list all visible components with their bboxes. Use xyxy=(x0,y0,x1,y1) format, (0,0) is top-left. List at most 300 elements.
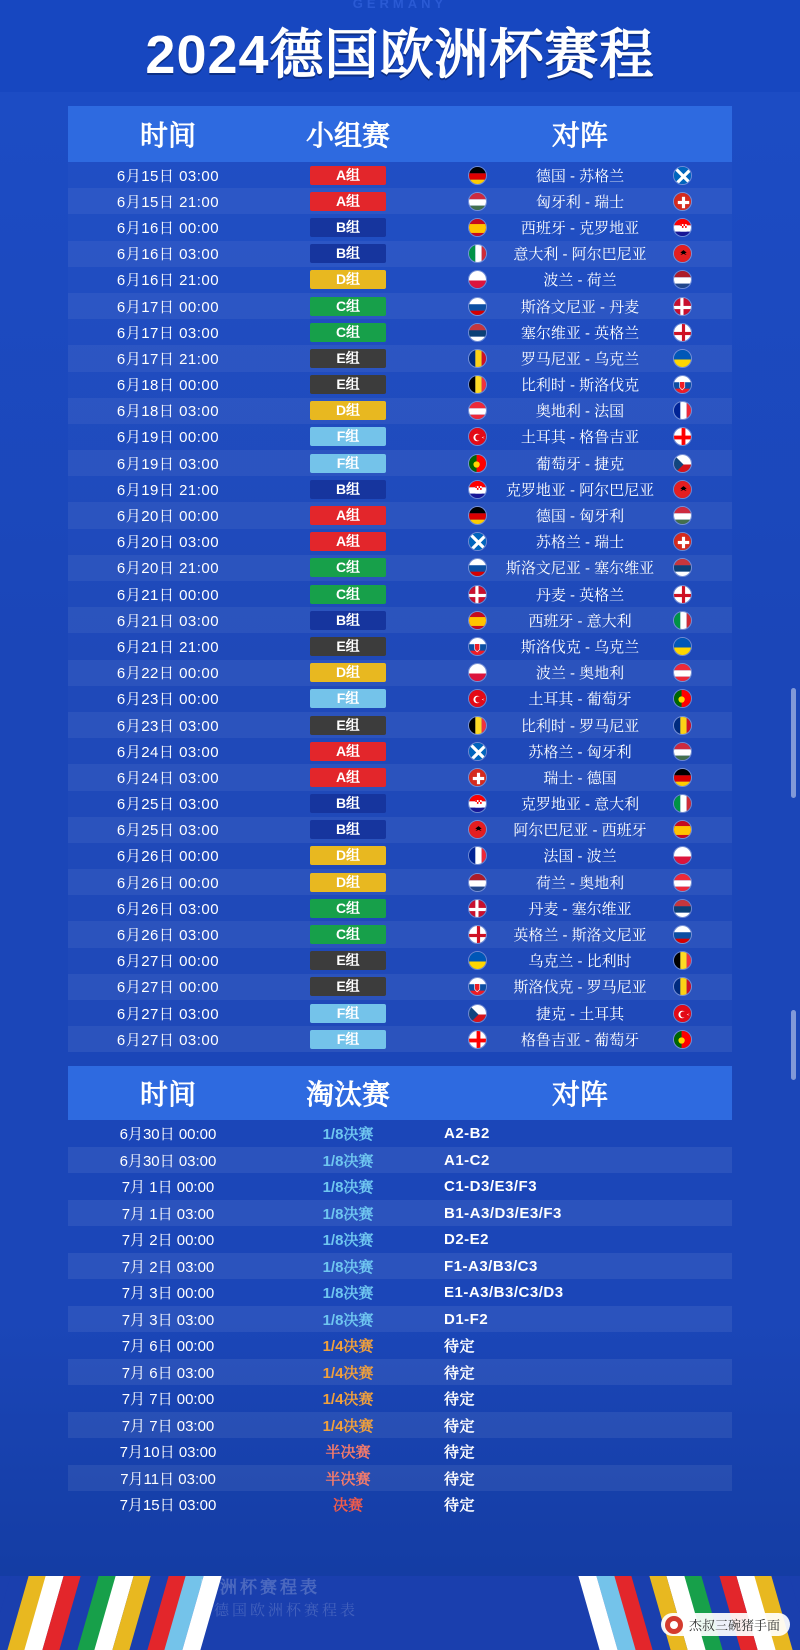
match-time: 6月26日 00:00 xyxy=(116,848,220,866)
match-group-cell xyxy=(268,558,428,577)
match-time: 6月16日 21:00 xyxy=(116,272,220,290)
match-cell xyxy=(428,872,732,893)
group-badge: D组 xyxy=(310,846,386,865)
home-flag-icon xyxy=(468,297,487,316)
table-row xyxy=(68,1385,732,1412)
group-badge: C组 xyxy=(310,899,386,918)
away-flag-icon xyxy=(673,899,692,918)
ko-stage: 1/8决赛 xyxy=(322,1205,374,1223)
away-flag-icon xyxy=(673,925,692,944)
home-flag-icon xyxy=(468,925,487,944)
match-time: 6月21日 00:00 xyxy=(116,586,220,604)
match-cell xyxy=(428,662,732,683)
ko-match: 待定 xyxy=(444,1338,476,1356)
table-row xyxy=(68,1173,732,1200)
match-time: 6月27日 00:00 xyxy=(116,979,220,997)
match-cell xyxy=(428,688,732,709)
group-badge: A组 xyxy=(310,532,386,551)
group-table-body xyxy=(68,162,732,1052)
table-row xyxy=(68,1147,732,1174)
poster-supertitle: GERMANY xyxy=(352,0,448,11)
ko-match: C1-D3/E3/F3 xyxy=(444,1178,538,1196)
table-row xyxy=(68,345,732,371)
group-badge: E组 xyxy=(310,716,386,735)
away-flag-icon xyxy=(673,873,692,892)
table-row xyxy=(68,1438,732,1465)
match-teams: 波兰 - 奥地利 xyxy=(535,665,625,683)
match-group-cell xyxy=(268,1004,428,1023)
ko-stage: 1/8决赛 xyxy=(322,1258,374,1276)
match-teams: 德国 - 匈牙利 xyxy=(535,508,625,526)
away-flag-icon xyxy=(673,166,692,185)
match-teams: 捷克 - 土耳其 xyxy=(535,1005,625,1023)
group-badge: F组 xyxy=(310,454,386,473)
match-time: 6月18日 00:00 xyxy=(116,377,220,395)
ko-stage: 1/8决赛 xyxy=(322,1179,374,1197)
match-teams: 苏格兰 - 瑞士 xyxy=(535,534,625,552)
home-flag-icon xyxy=(468,1004,487,1023)
away-flag-icon xyxy=(673,532,692,551)
ko-stage: 半决赛 xyxy=(325,1444,371,1462)
away-flag-icon xyxy=(673,637,692,656)
table-row xyxy=(68,188,732,214)
ko-stage: 1/8决赛 xyxy=(322,1285,374,1303)
group-badge: B组 xyxy=(310,480,386,499)
match-cell xyxy=(428,793,732,814)
group-badge: B组 xyxy=(310,218,386,237)
group-badge: D组 xyxy=(310,270,386,289)
match-teams: 苏格兰 - 匈牙利 xyxy=(528,743,632,761)
match-time: 6月24日 03:00 xyxy=(116,743,220,761)
match-teams: 斯洛伐克 - 乌克兰 xyxy=(520,638,640,656)
ko-time: 7月 6日 00:00 xyxy=(121,1338,215,1356)
away-flag-icon xyxy=(673,349,692,368)
match-cell xyxy=(428,531,732,552)
match-cell xyxy=(428,191,732,212)
match-time: 6月24日 03:00 xyxy=(116,769,220,787)
match-teams: 西班牙 - 克罗地亚 xyxy=(520,219,640,237)
match-time: 6月18日 03:00 xyxy=(116,403,220,421)
match-time: 6月26日 03:00 xyxy=(116,900,220,918)
group-badge: A组 xyxy=(310,768,386,787)
home-flag-icon xyxy=(468,166,487,185)
away-flag-icon xyxy=(673,663,692,682)
table-row xyxy=(68,921,732,947)
match-group-cell xyxy=(268,323,428,342)
home-flag-icon xyxy=(468,480,487,499)
match-teams: 斯洛文尼亚 - 丹麦 xyxy=(520,298,640,316)
match-group-cell xyxy=(268,716,428,735)
ko-time: 7月 2日 00:00 xyxy=(121,1232,215,1250)
match-teams: 格鲁吉亚 - 葡萄牙 xyxy=(520,1031,640,1049)
group-badge: D组 xyxy=(310,873,386,892)
match-time: 6月19日 00:00 xyxy=(116,429,220,447)
match-cell xyxy=(428,400,732,421)
table-row xyxy=(68,660,732,686)
match-group-cell xyxy=(268,951,428,970)
table-row xyxy=(68,633,732,659)
match-time: 6月20日 00:00 xyxy=(116,508,220,526)
match-cell xyxy=(428,322,732,343)
match-teams: 比利时 - 斯洛伐克 xyxy=(520,377,640,395)
home-flag-icon xyxy=(468,768,487,787)
away-flag-icon xyxy=(673,951,692,970)
table-row xyxy=(68,214,732,240)
table-row xyxy=(68,1491,732,1518)
table-row xyxy=(68,1465,732,1492)
match-cell xyxy=(428,505,732,526)
table-row xyxy=(68,843,732,869)
away-flag-icon xyxy=(673,244,692,263)
away-flag-icon xyxy=(673,506,692,525)
ko-match: 待定 xyxy=(444,1417,476,1435)
table-row xyxy=(68,895,732,921)
table-row xyxy=(68,398,732,424)
home-flag-icon xyxy=(468,873,487,892)
group-badge: A组 xyxy=(310,742,386,761)
group-badge: F组 xyxy=(310,1030,386,1049)
home-flag-icon xyxy=(468,1030,487,1049)
match-time: 6月23日 00:00 xyxy=(116,691,220,709)
match-cell xyxy=(428,950,732,971)
table-row xyxy=(68,581,732,607)
home-flag-icon xyxy=(468,716,487,735)
group-col-group: 小组赛 xyxy=(305,120,390,151)
group-badge: C组 xyxy=(310,558,386,577)
match-cell xyxy=(428,557,732,578)
match-teams: 丹麦 - 英格兰 xyxy=(535,586,625,604)
match-time: 6月26日 00:00 xyxy=(116,874,220,892)
table-row xyxy=(68,372,732,398)
away-flag-icon xyxy=(673,794,692,813)
ko-time: 7月 7日 03:00 xyxy=(121,1417,215,1435)
away-flag-icon xyxy=(673,716,692,735)
match-teams: 克罗地亚 - 意大利 xyxy=(520,796,640,814)
match-teams: 匈牙利 - 瑞士 xyxy=(535,193,625,211)
match-cell xyxy=(428,584,732,605)
ko-match: 待定 xyxy=(444,1470,476,1488)
away-flag-icon xyxy=(673,1030,692,1049)
match-time: 6月17日 00:00 xyxy=(116,298,220,316)
home-flag-icon xyxy=(468,663,487,682)
match-group-cell xyxy=(268,375,428,394)
group-stage-board xyxy=(68,106,732,1052)
match-teams: 土耳其 - 格鲁吉亚 xyxy=(520,429,640,447)
match-group-cell xyxy=(268,166,428,185)
match-cell xyxy=(428,610,732,631)
group-badge: E组 xyxy=(310,951,386,970)
home-flag-icon xyxy=(468,401,487,420)
watermark-line-2: 德国欧洲杯赛程表 xyxy=(214,1602,359,1619)
match-teams: 斯洛伐克 - 罗马尼亚 xyxy=(513,979,647,997)
ko-stage: 1/4决赛 xyxy=(322,1338,374,1356)
ko-col-match: 对阵 xyxy=(551,1079,608,1111)
match-group-cell xyxy=(268,899,428,918)
table-row xyxy=(68,869,732,895)
match-teams: 土耳其 - 葡萄牙 xyxy=(528,691,632,709)
match-teams: 塞尔维亚 - 英格兰 xyxy=(520,324,640,342)
home-flag-icon xyxy=(468,244,487,263)
ko-time: 6月30日 03:00 xyxy=(119,1152,217,1170)
match-time: 6月25日 03:00 xyxy=(116,822,220,840)
away-flag-icon xyxy=(673,218,692,237)
match-time: 6月22日 00:00 xyxy=(116,665,220,683)
away-flag-icon xyxy=(673,820,692,839)
home-flag-icon xyxy=(468,977,487,996)
match-time: 6月15日 21:00 xyxy=(116,193,220,211)
group-badge: F组 xyxy=(310,427,386,446)
ko-match: 待定 xyxy=(444,1444,476,1462)
away-flag-icon xyxy=(673,689,692,708)
match-time: 6月19日 21:00 xyxy=(116,481,220,499)
ko-time: 7月11日 03:00 xyxy=(120,1470,216,1488)
table-row xyxy=(68,738,732,764)
match-teams: 意大利 - 阿尔巴尼亚 xyxy=(513,246,647,264)
group-badge: E组 xyxy=(310,349,386,368)
away-flag-icon xyxy=(673,846,692,865)
match-group-cell xyxy=(268,977,428,996)
match-teams: 比利时 - 罗马尼亚 xyxy=(520,717,640,735)
group-col-match: 对阵 xyxy=(551,120,608,151)
ko-stage: 1/8决赛 xyxy=(322,1152,374,1170)
match-group-cell xyxy=(268,585,428,604)
match-time: 6月23日 03:00 xyxy=(116,717,220,735)
table-row xyxy=(68,267,732,293)
ko-time: 7月15日 03:00 xyxy=(119,1497,217,1515)
table-row xyxy=(68,529,732,555)
away-flag-icon xyxy=(673,611,692,630)
match-time: 6月17日 21:00 xyxy=(116,350,220,368)
group-badge: A组 xyxy=(310,192,386,211)
scrollbar-thumb-lower[interactable] xyxy=(791,1010,796,1080)
match-teams: 葡萄牙 - 捷克 xyxy=(535,455,625,473)
match-teams: 丹麦 - 塞尔维亚 xyxy=(528,900,632,918)
home-flag-icon xyxy=(468,899,487,918)
match-teams: 法国 - 波兰 xyxy=(543,848,617,866)
ko-stage: 1/4决赛 xyxy=(322,1391,374,1409)
match-teams: 波兰 - 荷兰 xyxy=(543,272,617,290)
away-flag-icon xyxy=(673,1004,692,1023)
ko-stage: 半决赛 xyxy=(325,1470,371,1488)
home-flag-icon xyxy=(468,192,487,211)
match-group-cell xyxy=(268,925,428,944)
table-row xyxy=(68,293,732,319)
ko-match: A1-C2 xyxy=(444,1151,490,1169)
match-cell xyxy=(428,348,732,369)
away-flag-icon xyxy=(673,375,692,394)
ko-time: 7月 6日 03:00 xyxy=(121,1364,215,1382)
match-group-cell xyxy=(268,637,428,656)
ko-col-time: 时间 xyxy=(139,1079,196,1111)
table-row xyxy=(68,1000,732,1026)
home-flag-icon xyxy=(468,375,487,394)
table-row xyxy=(68,319,732,345)
table-row xyxy=(68,1332,732,1359)
home-flag-icon xyxy=(468,794,487,813)
table-row xyxy=(68,1359,732,1386)
home-flag-icon xyxy=(468,270,487,289)
ko-stage: 1/4决赛 xyxy=(322,1364,374,1382)
away-flag-icon xyxy=(673,323,692,342)
home-flag-icon xyxy=(468,218,487,237)
table-row xyxy=(68,607,732,633)
group-badge: E组 xyxy=(310,977,386,996)
match-cell xyxy=(428,845,732,866)
ko-time: 7月 7日 00:00 xyxy=(121,1391,215,1409)
ko-match: E1-A3/B3/C3/D3 xyxy=(444,1284,564,1302)
scrollbar-thumb-upper[interactable] xyxy=(791,688,796,798)
match-group-cell xyxy=(268,1030,428,1049)
match-group-cell xyxy=(268,480,428,499)
match-group-cell xyxy=(268,192,428,211)
credit-badge[interactable] xyxy=(661,1613,790,1636)
knockout-table-header xyxy=(68,1066,732,1120)
ko-time: 7月 2日 03:00 xyxy=(121,1258,215,1276)
ko-stage: 1/8决赛 xyxy=(322,1232,374,1250)
table-row xyxy=(68,817,732,843)
match-group-cell xyxy=(268,611,428,630)
ko-match: A2-B2 xyxy=(444,1125,490,1143)
ko-col-stage: 淘汰赛 xyxy=(305,1079,390,1111)
away-flag-icon xyxy=(673,768,692,787)
match-cell xyxy=(428,715,732,736)
ko-time: 7月 1日 03:00 xyxy=(121,1205,215,1223)
match-group-cell xyxy=(268,297,428,316)
group-badge: A组 xyxy=(310,166,386,185)
match-cell xyxy=(428,636,732,657)
ko-match: 待定 xyxy=(444,1391,476,1409)
watermark-line-1: 欧洲杯赛程表 xyxy=(200,1578,320,1597)
group-badge: B组 xyxy=(310,611,386,630)
match-cell xyxy=(428,741,732,762)
match-group-cell xyxy=(268,846,428,865)
ko-time: 6月30日 00:00 xyxy=(119,1126,217,1144)
match-group-cell xyxy=(268,218,428,237)
match-cell xyxy=(428,269,732,290)
match-group-cell xyxy=(268,742,428,761)
away-flag-icon xyxy=(673,585,692,604)
match-group-cell xyxy=(268,401,428,420)
table-row xyxy=(68,241,732,267)
avatar xyxy=(665,1616,683,1634)
match-group-cell xyxy=(268,532,428,551)
match-cell xyxy=(428,217,732,238)
away-flag-icon xyxy=(673,297,692,316)
ko-match: 待定 xyxy=(444,1497,476,1515)
match-cell xyxy=(428,976,732,997)
match-cell xyxy=(428,1003,732,1024)
credit-label: 杰叔三碗猪手面 xyxy=(688,1618,780,1633)
away-flag-icon xyxy=(673,742,692,761)
table-row xyxy=(68,476,732,502)
home-flag-icon xyxy=(468,532,487,551)
match-time: 6月20日 03:00 xyxy=(116,534,220,552)
group-table-header xyxy=(68,106,732,162)
match-cell xyxy=(428,767,732,788)
match-teams: 阿尔巴尼亚 - 西班牙 xyxy=(513,822,647,840)
match-group-cell xyxy=(268,768,428,787)
match-group-cell xyxy=(268,689,428,708)
table-row xyxy=(68,764,732,790)
match-time: 6月21日 03:00 xyxy=(116,612,220,630)
table-row xyxy=(68,1253,732,1280)
home-flag-icon xyxy=(468,820,487,839)
match-time: 6月27日 03:00 xyxy=(116,1005,220,1023)
away-flag-icon xyxy=(673,558,692,577)
match-cell xyxy=(428,374,732,395)
home-flag-icon xyxy=(468,637,487,656)
away-flag-icon xyxy=(673,427,692,446)
match-teams: 克罗地亚 - 阿尔巴尼亚 xyxy=(505,481,655,499)
decorative-stripes-left xyxy=(0,1576,210,1650)
table-row xyxy=(68,1026,732,1052)
match-teams: 西班牙 - 意大利 xyxy=(528,612,632,630)
group-badge: C组 xyxy=(310,925,386,944)
match-teams: 斯洛文尼亚 - 塞尔维亚 xyxy=(505,560,655,578)
match-time: 6月19日 03:00 xyxy=(116,455,220,473)
ko-stage: 1/8决赛 xyxy=(322,1126,374,1144)
home-flag-icon xyxy=(468,585,487,604)
table-row xyxy=(68,948,732,974)
ko-match: D1-F2 xyxy=(444,1310,489,1328)
match-time: 6月26日 03:00 xyxy=(116,927,220,945)
table-row xyxy=(68,974,732,1000)
table-row xyxy=(68,1306,732,1333)
match-cell xyxy=(428,296,732,317)
match-time: 6月27日 00:00 xyxy=(116,953,220,971)
group-badge: D组 xyxy=(310,401,386,420)
match-cell xyxy=(428,898,732,919)
away-flag-icon xyxy=(673,270,692,289)
group-badge: C组 xyxy=(310,585,386,604)
page-title: 2024德国欧洲杯赛程 xyxy=(145,25,655,85)
table-row xyxy=(68,1200,732,1227)
table-row xyxy=(68,555,732,581)
ko-match: B1-A3/D3/E3/F3 xyxy=(444,1204,562,1222)
table-row xyxy=(68,424,732,450)
match-cell xyxy=(428,1029,732,1050)
home-flag-icon xyxy=(468,558,487,577)
group-badge: C组 xyxy=(310,297,386,316)
away-flag-icon xyxy=(673,480,692,499)
match-group-cell xyxy=(268,270,428,289)
match-group-cell xyxy=(268,663,428,682)
away-flag-icon xyxy=(673,192,692,211)
away-flag-icon xyxy=(673,401,692,420)
ko-time: 7月 1日 00:00 xyxy=(121,1179,215,1197)
match-group-cell xyxy=(268,873,428,892)
match-time: 6月27日 03:00 xyxy=(116,1031,220,1049)
ko-stage: 决赛 xyxy=(332,1497,363,1515)
home-flag-icon xyxy=(468,454,487,473)
knockout-table-body xyxy=(68,1120,732,1518)
match-time: 6月20日 21:00 xyxy=(116,560,220,578)
table-row xyxy=(68,450,732,476)
match-group-cell xyxy=(268,506,428,525)
match-time: 6月17日 03:00 xyxy=(116,324,220,342)
home-flag-icon xyxy=(468,951,487,970)
match-cell xyxy=(428,453,732,474)
group-badge: B组 xyxy=(310,244,386,263)
match-teams: 奥地利 - 法国 xyxy=(535,403,625,421)
group-badge: C组 xyxy=(310,323,386,342)
match-cell xyxy=(428,426,732,447)
ko-time: 7月 3日 00:00 xyxy=(121,1285,215,1303)
poster-footer xyxy=(0,1576,800,1650)
match-time: 6月25日 03:00 xyxy=(116,796,220,814)
match-time: 6月21日 21:00 xyxy=(116,638,220,656)
match-group-cell xyxy=(268,427,428,446)
